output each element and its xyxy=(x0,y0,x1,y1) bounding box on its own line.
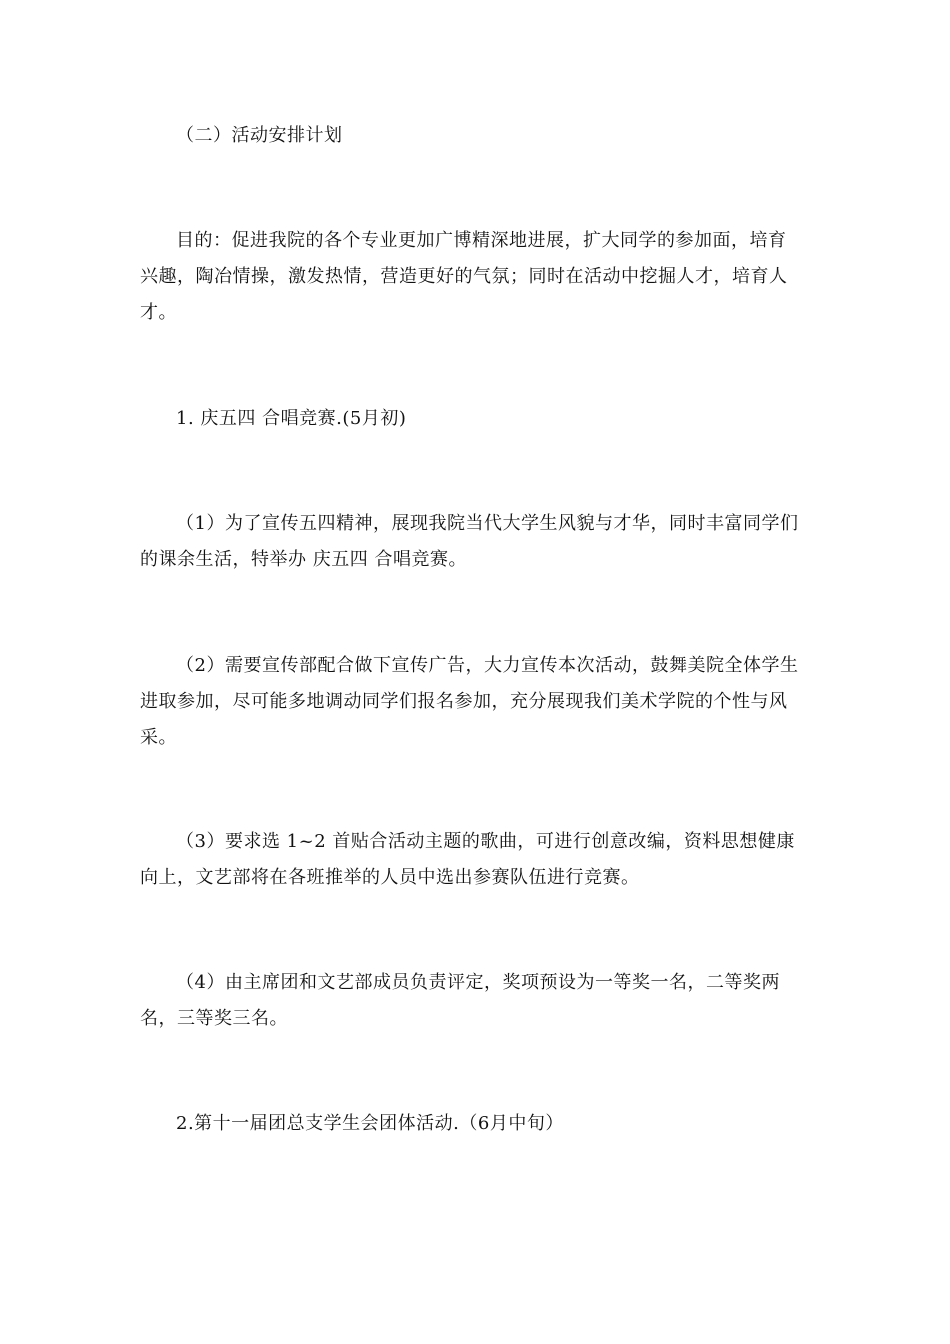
item1-paragraph-4 xyxy=(140,965,800,1037)
purpose-paragraph xyxy=(140,223,800,331)
item1-title xyxy=(176,401,836,437)
item1-paragraph-2-text: （2）需要宣传部配合做下宣传广告，大力宣传本次活动，鼓舞美院全体学生进取参加，尽可能多地调动同学们报名参加，充分展现我们美术学院的个性与风采。 xyxy=(140,655,799,748)
item1-paragraph-4-text: （4）由主席团和文艺部成员负责评定，奖项预设为一等奖一名，二等奖两名，三等奖三名。 xyxy=(140,972,780,1029)
item1-paragraph-1-text: （1）为了宣传五四精神，展现我院当代大学生风貌与才华，同时丰富同学们的课余生活，特举办 庆五四 合唱竞赛。 xyxy=(140,513,799,570)
item2-title-text: 2.第十一届团总支学生会团体活动.（6月中旬） xyxy=(176,1113,564,1134)
item1-paragraph-3 xyxy=(140,824,800,896)
section-heading-text: （二）活动安排计划 xyxy=(176,125,343,146)
purpose-text: 目的：促进我院的各个专业更加广博精深地进展，扩大同学的参加面，培育兴趣，陶冶情操，激发热情，营造更好的气氛；同时在活动中挖掘人才，培育人才。 xyxy=(140,230,788,323)
item1-paragraph-2 xyxy=(140,648,800,756)
item2-title xyxy=(176,1106,836,1142)
item1-paragraph-1 xyxy=(140,506,800,578)
item1-paragraph-3-text: （3）要求选 1~2 首贴合活动主题的歌曲，可进行创意改编，资料思想健康向上，文艺部将在各班推举的人员中选出参赛队伍进行竞赛。 xyxy=(140,831,795,888)
item1-title-text: 1. 庆五四 合唱竞赛.(5月初) xyxy=(176,408,407,429)
section-heading xyxy=(176,118,836,154)
